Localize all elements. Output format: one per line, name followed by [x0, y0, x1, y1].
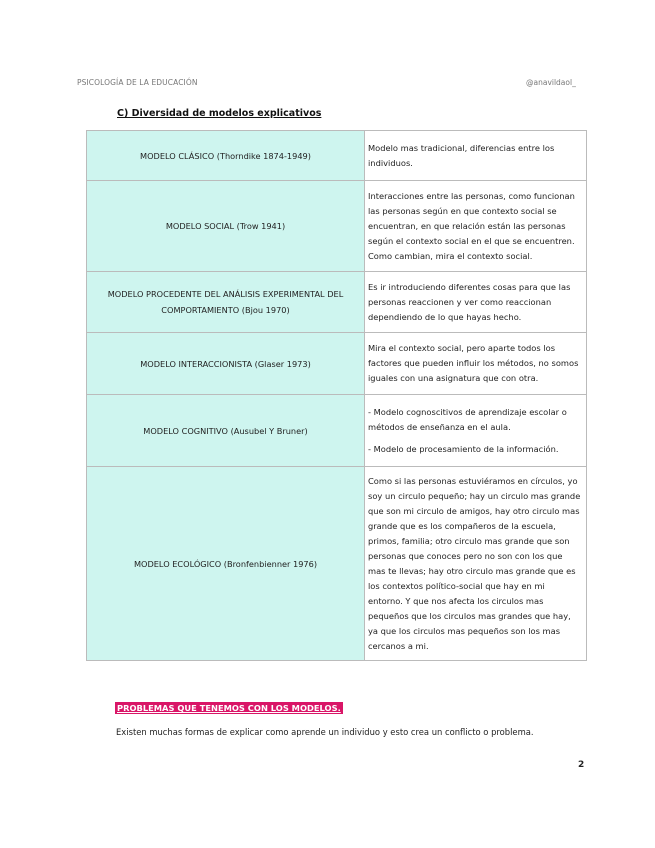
running-header-author: @anavildaol_ — [526, 78, 576, 87]
table-row — [87, 272, 587, 333]
model-name: MODELO CLÁSICO (Thorndike 1874-1949) — [87, 131, 365, 181]
table-row — [87, 131, 587, 181]
problems-text: Existen muchas formas de explicar como aprende un individuo y esto crea un conflicto o problema. — [116, 727, 534, 737]
model-description: Modelo mas tradicional, diferencias entre los individuos. — [365, 131, 587, 181]
models-table — [86, 130, 587, 661]
model-name: MODELO INTERACCIONISTA (Glaser 1973) — [87, 333, 365, 395]
problems-heading: PROBLEMAS QUE TENEMOS CON LOS MODELOS. — [117, 703, 341, 713]
section-title: C) Diversidad de modelos explicativos — [117, 108, 322, 119]
table-row — [87, 395, 587, 467]
model-description: Es ir introduciendo diferentes cosas para que las personas reaccionen y ver como reaccionan dependiendo de lo que hayas hecho. — [365, 272, 587, 333]
model-description: - Modelo cognoscitivos de aprendizaje escolar o métodos de enseñanza en el aula. - Modelo de procesamiento de la información. — [365, 395, 587, 467]
table-row — [87, 181, 587, 272]
model-name: MODELO COGNITIVO (Ausubel Y Bruner) — [87, 395, 365, 467]
model-name: MODELO ECOLÓGICO (Bronfenbienner 1976) — [87, 467, 365, 661]
table-row — [87, 333, 587, 395]
table-row — [87, 467, 587, 661]
model-description: Mira el contexto social, pero aparte todos los factores que pueden influir los métodos, no somos iguales con una asignatura que con otra. — [365, 333, 587, 395]
model-name: MODELO PROCEDENTE DEL ANÁLISIS EXPERIMENTAL DEL COMPORTAMIENTO (Bjou 1970) — [87, 272, 365, 333]
running-header-course: PSICOLOGÍA DE LA EDUCACIÓN — [77, 78, 198, 87]
model-description: Como si las personas estuviéramos en círculos, yo soy un circulo pequeño; hay un circulo mas grande que son mi circulo de amigos, hay otro circulo mas grande que es los compañeros de la escuela, primos, familia; otro circulo mas grande que son personas que conoces pero no son con los que mas te llevas; hay otro circulo mas grande que es los contextos político-social que hay en mi entorno. Y que nos afecta los circulos mas pequeños que los circulos mas grandes que hay, ya que los circulos mas pequeños son los mas cercanos a mi. — [365, 467, 587, 661]
page-number: 2 — [578, 760, 585, 770]
model-description: Interacciones entre las personas, como funcionan las personas según en que contexto social se encuentran, en que relación están las personas según el contexto social en el que se encuentren. Como cambian, mira el contexto social. — [365, 181, 587, 272]
model-name: MODELO SOCIAL (Trow 1941) — [87, 181, 365, 272]
